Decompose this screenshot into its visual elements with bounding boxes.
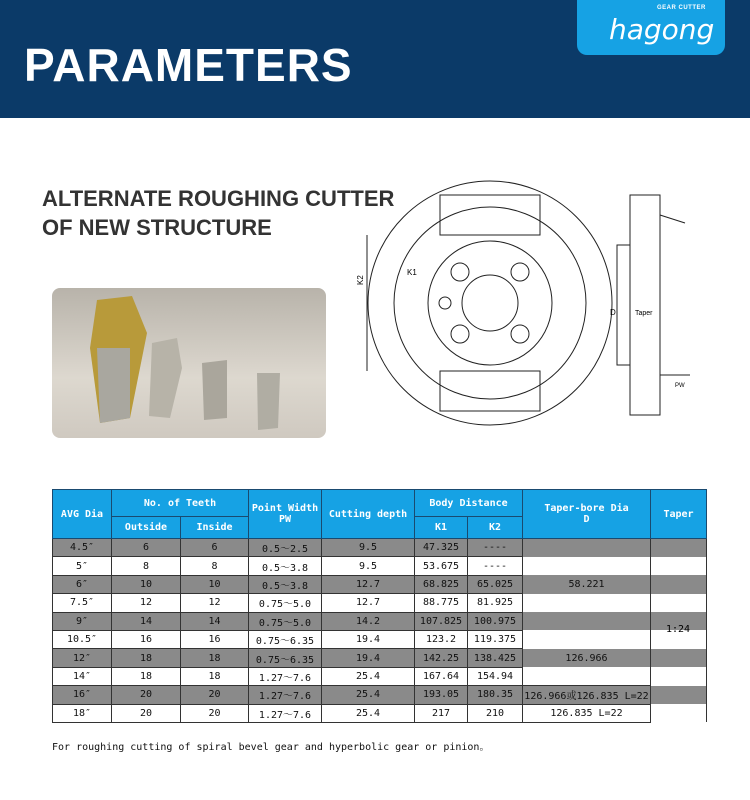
d-label: D: [610, 308, 616, 317]
table-cell: [523, 594, 651, 612]
table-cell: 20: [181, 704, 249, 722]
table-cell: 6: [181, 539, 249, 557]
table-cell: [651, 575, 707, 593]
table-cell: 217: [415, 704, 468, 722]
table-cell: 10: [112, 575, 181, 593]
table-cell: 14: [181, 612, 249, 630]
table-cell: 10.5″: [53, 630, 112, 648]
table-cell: 138.425: [468, 649, 523, 667]
col-teeth: No. of Teeth: [112, 490, 249, 517]
table-cell: 14″: [53, 667, 112, 685]
table-cell: 1.27～7.6: [249, 667, 322, 685]
table-cell: [651, 704, 707, 722]
table-cell: 14.2: [322, 612, 415, 630]
table-cell: 6″: [53, 575, 112, 593]
table-row: [53, 557, 707, 575]
table-cell: 12: [112, 594, 181, 612]
cutter-blades-photo: [52, 288, 326, 438]
table-cell: 0.75～6.35: [249, 630, 322, 648]
table-cell: 18: [112, 649, 181, 667]
pw-label: PW: [675, 383, 685, 389]
table-cell: 126.966或126.835 L=22: [523, 686, 651, 704]
table-cell: 126.966: [523, 649, 651, 667]
table-cell: 58.221: [523, 575, 651, 593]
col-body-distance: Body Distance: [415, 490, 523, 517]
table-cell: 126.835 L=22: [523, 704, 651, 722]
table-cell: 19.4: [322, 649, 415, 667]
col-taper: Taper: [651, 490, 707, 539]
table-cell: 65.025: [468, 575, 523, 593]
col-avg-dia: AVG Dia: [53, 490, 112, 539]
table-cell: 12: [181, 594, 249, 612]
table-row: [53, 649, 707, 667]
table-cell: 123.2: [415, 630, 468, 648]
table-cell: 0.5～3.8: [249, 557, 322, 575]
table-row: [53, 612, 707, 630]
table-cell: [523, 539, 651, 557]
table-cell: 154.94: [468, 667, 523, 685]
table-cell: 0.75～5.0: [249, 594, 322, 612]
table-cell: 6: [112, 539, 181, 557]
table-cell: 10: [181, 575, 249, 593]
table-cell: 20: [181, 686, 249, 704]
table-cell: [523, 612, 651, 630]
section-title-line2: OF NEW STRUCTURE: [42, 215, 272, 240]
table-row: [53, 539, 707, 557]
k2-label: K2: [356, 275, 365, 285]
table-cell: 9.5: [322, 557, 415, 575]
table-cell: 12″: [53, 649, 112, 667]
table-cell: 18: [181, 649, 249, 667]
table-cell: 25.4: [322, 704, 415, 722]
pw-header-line2: PW: [278, 514, 292, 525]
table-cell: [651, 667, 707, 685]
k1-label: K1: [407, 268, 417, 277]
col-outside: Outside: [112, 517, 181, 539]
table-cell: 12.7: [322, 594, 415, 612]
table-cell: 20: [112, 686, 181, 704]
table-cell: 107.825: [415, 612, 468, 630]
table-cell: 0.5～3.8: [249, 575, 322, 593]
section-title-line1: ALTERNATE ROUGHING CUTTER: [42, 186, 395, 211]
table-cell: [651, 539, 707, 557]
table-cell: ----: [468, 539, 523, 557]
col-k2: K2: [468, 517, 523, 539]
table-row: [53, 667, 707, 685]
table-cell: 18″: [53, 704, 112, 722]
parameters-table: [52, 489, 707, 723]
table-cell: 8: [112, 557, 181, 575]
table-cell: 16: [181, 630, 249, 648]
table-cell: [651, 686, 707, 704]
table-cell: 0.75～5.0: [249, 612, 322, 630]
table-cell: 119.375: [468, 630, 523, 648]
table-cell: 0.75～6.35: [249, 649, 322, 667]
table-cell: [651, 649, 707, 667]
table-cell: 81.925: [468, 594, 523, 612]
table-cell: 20: [112, 704, 181, 722]
table-cell: 18: [181, 667, 249, 685]
pw-header-line1: Point Width: [251, 503, 319, 514]
table-cell: [523, 667, 651, 685]
table-cell: 5″: [53, 557, 112, 575]
table-row: [53, 594, 707, 612]
table-cell: 88.775: [415, 594, 468, 612]
col-k1: K1: [415, 517, 468, 539]
table-cell: 9″: [53, 612, 112, 630]
table-cell: 1.27～7.6: [249, 704, 322, 722]
table-cell: 68.825: [415, 575, 468, 593]
table-row: [53, 686, 707, 704]
table-cell: 14: [112, 612, 181, 630]
table-cell: 25.4: [322, 686, 415, 704]
col-inside: Inside: [181, 517, 249, 539]
table-row: [53, 575, 707, 593]
col-taper-bore: [523, 490, 651, 539]
taper-value: 1:24: [665, 624, 691, 635]
table-cell: 4.5″: [53, 539, 112, 557]
col-point-width: [249, 490, 322, 539]
col-cutting-depth: Cutting depth: [322, 490, 415, 539]
section-title: [42, 184, 394, 242]
table-cell: 1.27～7.6: [249, 686, 322, 704]
table-cell: 0.5～2.5: [249, 539, 322, 557]
taper-label: Taper: [635, 310, 653, 317]
table-cell: 167.64: [415, 667, 468, 685]
table-cell: 210: [468, 704, 523, 722]
table-cell: 19.4: [322, 630, 415, 648]
table-cell: 193.05: [415, 686, 468, 704]
table-cell: [523, 630, 651, 648]
page-title: PARAMETERS: [24, 39, 353, 91]
table-cell: 53.675: [415, 557, 468, 575]
table-cell: 7.5″: [53, 594, 112, 612]
hagong-logo[interactable]: [577, 0, 725, 55]
logo-name: hagong: [609, 13, 715, 46]
table-cell: 16″: [53, 686, 112, 704]
header-banner: [0, 0, 750, 118]
logo-tagline: GEAR CUTTER: [657, 5, 706, 11]
table-cell: 16: [112, 630, 181, 648]
bore-header-line2: D: [583, 514, 590, 525]
bore-header-line1: Taper-bore Dia: [544, 503, 629, 514]
table-cell: ----: [468, 557, 523, 575]
table-cell: 8: [181, 557, 249, 575]
table-row: [53, 630, 707, 648]
table-cell: 12.7: [322, 575, 415, 593]
table-cell: 100.975: [468, 612, 523, 630]
table-cell: 9.5: [322, 539, 415, 557]
cutter-drawing: [355, 175, 705, 435]
table-cell: 25.4: [322, 667, 415, 685]
table-cell: 142.25: [415, 649, 468, 667]
table-cell: 47.325: [415, 539, 468, 557]
table-cell: 180.35: [468, 686, 523, 704]
table-cell: [523, 557, 651, 575]
table-cell: [651, 594, 707, 612]
footnote: For roughing cutting of spiral bevel gear and hyperbolic gear or pinion。: [52, 742, 490, 753]
table-row: [53, 704, 707, 722]
table-cell: 18: [112, 667, 181, 685]
table-cell: [651, 557, 707, 575]
